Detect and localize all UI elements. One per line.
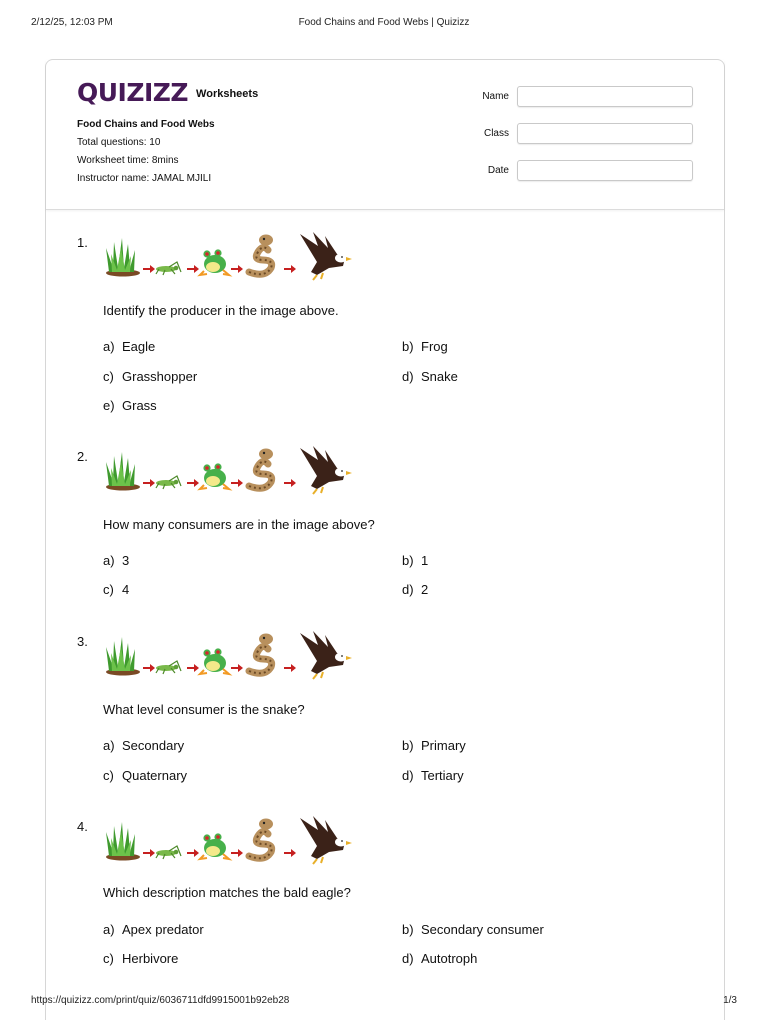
name-label: Name [482,91,509,102]
quizizz-logo: QUIZIZZ [77,78,189,107]
option-c[interactable] [103,582,129,597]
option-a[interactable] [103,922,204,937]
option-a[interactable] [103,339,155,354]
option-d[interactable] [402,951,477,966]
worksheet-title: Food Chains and Food Webs [77,119,215,130]
option-text: Apex predator [122,922,204,937]
option-text: Autotroph [421,951,478,966]
option-text: 3 [122,553,130,568]
question-number: 1. [77,235,88,250]
option-text: Grass [122,398,157,413]
option-letter: a) [103,738,115,753]
option-letter: d) [402,951,414,966]
class-label: Class [483,128,509,139]
option-letter: a) [103,553,115,568]
option-letter: d) [402,369,414,384]
option-b[interactable] [402,738,466,753]
option-letter: b) [402,339,414,354]
option-letter: a) [103,339,115,354]
instructor-name: Instructor name: JAMAL MJILI [77,173,212,184]
class-field[interactable] [517,123,693,144]
option-text: Primary [421,738,466,753]
question-prompt: Identify the producer in the image above. [103,303,339,318]
option-letter: a) [103,922,115,937]
option-e[interactable] [103,398,157,413]
option-letter: d) [402,768,414,783]
page-number: 1/3 [723,995,737,1006]
option-b[interactable] [402,339,448,354]
option-text: 4 [122,582,130,597]
option-text: Secondary consumer [421,922,544,937]
worksheet-header [46,60,724,210]
option-c[interactable] [103,369,197,384]
print-header [31,17,737,31]
worksheet-time: Worksheet time: 8mins [77,155,179,166]
question-prompt: What level consumer is the snake? [103,702,305,717]
food-chain-image [103,627,353,681]
question-number: 3. [77,634,88,649]
option-text: Grasshopper [122,369,198,384]
option-letter: c) [103,951,114,966]
option-letter: c) [103,369,114,384]
print-title: Food Chains and Food Webs | Quizizz [298,17,470,28]
option-text: Secondary [122,738,185,753]
option-a[interactable] [103,553,129,568]
name-field[interactable] [517,86,693,107]
option-letter: b) [402,922,414,937]
option-b[interactable] [402,922,544,937]
food-chain-image [103,228,353,282]
option-c[interactable] [103,768,187,783]
worksheet-card [45,59,725,1020]
question-number: 4. [77,819,88,834]
option-a[interactable] [103,738,184,753]
date-field[interactable] [517,160,693,181]
option-letter: c) [103,582,114,597]
option-d[interactable] [402,582,428,597]
option-d[interactable] [402,768,464,783]
food-chain-image [103,442,353,496]
option-letter: e) [103,398,115,413]
brand-product: Worksheets [196,88,259,100]
question-number: 2. [77,449,88,464]
option-text: Tertiary [421,768,464,783]
option-letter: d) [402,582,414,597]
print-footer [31,995,737,1009]
option-letter: c) [103,768,114,783]
option-text: Eagle [122,339,156,354]
question-prompt: How many consumers are in the image above? [103,517,375,532]
option-text: 1 [421,553,429,568]
option-text: Quaternary [122,768,188,783]
print-datetime: 2/12/25, 12:03 PM [31,17,113,28]
option-text: 2 [421,582,429,597]
option-text: Frog [421,339,448,354]
brand [77,80,258,106]
option-text: Herbivore [122,951,179,966]
option-b[interactable] [402,553,428,568]
option-c[interactable] [103,951,178,966]
food-chain-image [103,812,353,866]
option-text: Snake [421,369,458,384]
date-label: Date [487,165,509,176]
option-letter: b) [402,553,414,568]
print-url[interactable]: https://quizizz.com/print/quiz/6036711dfd9915001b92eb28 [31,995,290,1006]
total-questions: Total questions: 10 [77,137,161,148]
option-d[interactable] [402,369,458,384]
option-letter: b) [402,738,414,753]
question-prompt: Which description matches the bald eagle? [103,885,351,900]
